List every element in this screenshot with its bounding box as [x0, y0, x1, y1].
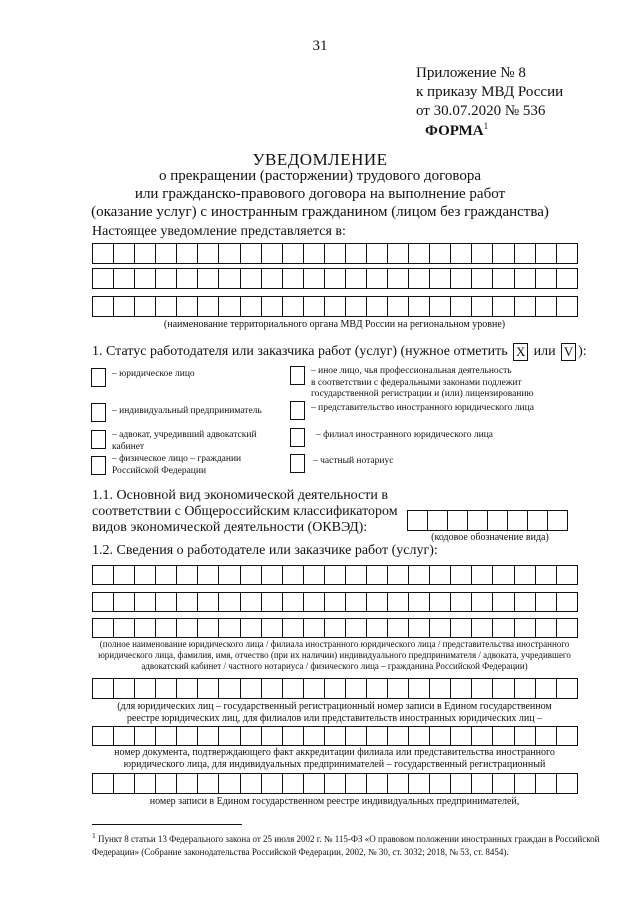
- input-cell[interactable]: [219, 565, 240, 585]
- input-cell[interactable]: [536, 243, 557, 264]
- okved-line-3: видов экономической деятельности (ОКВЭД):: [92, 520, 368, 535]
- input-cell[interactable]: [262, 296, 283, 317]
- appendix-line-1: Приложение № 8: [416, 65, 526, 81]
- form-label: [425, 121, 488, 140]
- input-cell[interactable]: [488, 510, 508, 531]
- input-cell[interactable]: [283, 296, 304, 317]
- input-cell[interactable]: [283, 726, 304, 746]
- input-cell[interactable]: [241, 678, 262, 699]
- input-cell[interactable]: [93, 243, 114, 264]
- input-cell[interactable]: [219, 726, 240, 746]
- input-cell[interactable]: [493, 268, 514, 289]
- egrip-caption: номер записи в Едином государственном реестре индивидуальных предпринимателей,: [149, 796, 520, 807]
- input-cell[interactable]: [346, 726, 367, 746]
- input-cell[interactable]: [198, 565, 219, 585]
- input-cell[interactable]: [448, 510, 468, 531]
- checkbox-representative-office[interactable]: [290, 401, 305, 420]
- input-cell[interactable]: [114, 773, 135, 794]
- input-cell[interactable]: [409, 618, 430, 638]
- input-cell[interactable]: [346, 618, 367, 638]
- input-cell[interactable]: [262, 592, 283, 612]
- input-cell[interactable]: [557, 726, 578, 746]
- input-cell[interactable]: [177, 678, 198, 699]
- input-cell[interactable]: [515, 268, 536, 289]
- input-cell[interactable]: [241, 268, 262, 289]
- input-cell[interactable]: [493, 565, 514, 585]
- input-cell[interactable]: [262, 773, 283, 794]
- option-professional-line-2: в соответствии с федеральными законами подлежит: [311, 377, 522, 388]
- employer-grid-row-1[interactable]: [92, 565, 578, 585]
- input-cell[interactable]: [557, 592, 578, 612]
- input-cell[interactable]: [114, 243, 135, 264]
- input-cell[interactable]: [451, 268, 472, 289]
- input-cell[interactable]: [283, 268, 304, 289]
- input-cell[interactable]: [493, 773, 514, 794]
- input-cell[interactable]: [536, 726, 557, 746]
- footnote-mark: 1: [92, 831, 96, 840]
- territorial-grid-row-2[interactable]: [92, 268, 578, 289]
- appendix-reference: [416, 64, 563, 121]
- input-cell[interactable]: [430, 592, 451, 612]
- option-lawyer-line-2: кабинет: [112, 441, 145, 452]
- input-cell[interactable]: [198, 243, 219, 264]
- input-cell[interactable]: [536, 618, 557, 638]
- input-cell[interactable]: [262, 565, 283, 585]
- input-cell[interactable]: [557, 678, 578, 699]
- input-cell[interactable]: [508, 510, 528, 531]
- input-cell[interactable]: [325, 565, 346, 585]
- input-cell[interactable]: [177, 243, 198, 264]
- option-individual-entrepreneur: – индивидуальный предприниматель: [112, 406, 262, 416]
- input-cell[interactable]: [135, 592, 156, 612]
- input-cell[interactable]: [135, 773, 156, 794]
- input-cell[interactable]: [325, 268, 346, 289]
- input-cell[interactable]: [346, 268, 367, 289]
- input-cell[interactable]: [177, 773, 198, 794]
- input-cell[interactable]: [156, 726, 177, 746]
- input-cell[interactable]: [451, 618, 472, 638]
- input-cell[interactable]: [367, 243, 388, 264]
- input-cell[interactable]: [493, 678, 514, 699]
- employer-grid-row-3[interactable]: [92, 618, 578, 638]
- registration-caption-line-2: реестре юридических лиц, для филиалов или представительств иностранных юридических лиц –: [126, 713, 543, 724]
- input-cell[interactable]: [93, 726, 114, 746]
- input-cell[interactable]: [536, 592, 557, 612]
- input-cell[interactable]: [93, 618, 114, 638]
- footnote-line-1-text: Пункт 8 статьи 13 Федерального закона от 25 июля 2002 г. № 115-ФЗ «О правовом положении иностранных граждан в Российской: [98, 834, 600, 844]
- input-cell[interactable]: [262, 678, 283, 699]
- input-cell[interactable]: [409, 243, 430, 264]
- page-number: 31: [312, 38, 328, 54]
- section-1-1-okved: [92, 488, 398, 536]
- input-cell[interactable]: [93, 296, 114, 317]
- input-cell[interactable]: [198, 726, 219, 746]
- input-cell[interactable]: [325, 678, 346, 699]
- input-cell[interactable]: [367, 618, 388, 638]
- input-cell[interactable]: [515, 565, 536, 585]
- checkbox-citizen[interactable]: [91, 456, 106, 475]
- employer-caption-line-1: (полное наименование юридического лица / филиала иностранного юридического лица / представительства иностранного: [99, 639, 570, 649]
- input-cell[interactable]: [135, 243, 156, 264]
- input-cell[interactable]: [198, 268, 219, 289]
- input-cell[interactable]: [367, 726, 388, 746]
- option-citizen: [112, 454, 241, 477]
- input-cell[interactable]: [493, 243, 514, 264]
- input-cell[interactable]: [114, 296, 135, 317]
- input-cell[interactable]: [515, 678, 536, 699]
- input-cell[interactable]: [241, 243, 262, 264]
- input-cell[interactable]: [367, 268, 388, 289]
- input-cell[interactable]: [325, 592, 346, 612]
- input-cell[interactable]: [93, 565, 114, 585]
- input-cell[interactable]: [177, 565, 198, 585]
- input-cell[interactable]: [557, 565, 578, 585]
- input-cell[interactable]: [536, 773, 557, 794]
- input-cell[interactable]: [472, 678, 493, 699]
- input-cell[interactable]: [557, 296, 578, 317]
- footnote-divider: [92, 824, 242, 825]
- input-cell[interactable]: [388, 243, 409, 264]
- input-cell[interactable]: [304, 268, 325, 289]
- input-cell[interactable]: [283, 243, 304, 264]
- registration-number-grid[interactable]: [92, 678, 578, 699]
- option-notary: – частный нотариус: [313, 456, 394, 466]
- input-cell[interactable]: [156, 296, 177, 317]
- input-cell[interactable]: [219, 243, 240, 264]
- input-cell[interactable]: [304, 618, 325, 638]
- okved-code-caption: (кодовое обозначение вида): [431, 532, 549, 543]
- input-cell[interactable]: [198, 618, 219, 638]
- checkbox-individual-entrepreneur[interactable]: [91, 403, 106, 422]
- input-cell[interactable]: [135, 726, 156, 746]
- input-cell[interactable]: [304, 773, 325, 794]
- input-cell[interactable]: [114, 618, 135, 638]
- input-cell[interactable]: [219, 773, 240, 794]
- input-cell[interactable]: [367, 773, 388, 794]
- input-cell[interactable]: [219, 592, 240, 612]
- input-cell[interactable]: [283, 773, 304, 794]
- input-cell[interactable]: [388, 296, 409, 317]
- accreditation-number-grid[interactable]: [92, 726, 578, 746]
- input-cell[interactable]: [262, 726, 283, 746]
- option-legal-entity: – юридическое лицо: [112, 369, 195, 379]
- input-cell[interactable]: [325, 243, 346, 264]
- appendix-line-3: от 30.07.2020 № 536: [416, 103, 546, 119]
- input-cell[interactable]: [451, 678, 472, 699]
- accreditation-caption-line-1: номер документа, подтверждающего факт аккредитации филиала или представительства иностранного: [114, 747, 555, 758]
- input-cell[interactable]: [346, 243, 367, 264]
- input-cell[interactable]: [430, 268, 451, 289]
- input-cell[interactable]: [430, 678, 451, 699]
- input-cell[interactable]: [156, 618, 177, 638]
- input-cell[interactable]: [177, 592, 198, 612]
- input-cell[interactable]: [325, 296, 346, 317]
- input-cell[interactable]: [241, 618, 262, 638]
- input-cell[interactable]: [515, 296, 536, 317]
- input-cell[interactable]: [536, 268, 557, 289]
- input-cell[interactable]: [557, 243, 578, 264]
- input-cell[interactable]: [472, 243, 493, 264]
- input-cell[interactable]: [219, 296, 240, 317]
- input-cell[interactable]: [409, 773, 430, 794]
- input-cell[interactable]: [515, 243, 536, 264]
- checkbox-branch[interactable]: [290, 428, 305, 447]
- input-cell[interactable]: [548, 510, 568, 531]
- input-cell[interactable]: [388, 678, 409, 699]
- input-cell[interactable]: [493, 296, 514, 317]
- input-cell[interactable]: [262, 268, 283, 289]
- form-label-text: ФОРМА: [425, 123, 484, 139]
- subtitle-line-1: о прекращении (расторжении) трудового договора: [158, 168, 482, 184]
- input-cell[interactable]: [304, 565, 325, 585]
- input-cell[interactable]: [367, 565, 388, 585]
- input-cell[interactable]: [304, 296, 325, 317]
- input-cell[interactable]: [304, 678, 325, 699]
- input-cell[interactable]: [283, 565, 304, 585]
- option-lawyer-line-1: – адвокат, учредивший адвокатский: [112, 430, 257, 440]
- input-cell[interactable]: [156, 678, 177, 699]
- input-cell[interactable]: [451, 565, 472, 585]
- employer-caption-line-2: юридического лица, фамилия, имя, отчество (при их наличии) индивидуального предпринимателя / адвоката, учредившего: [98, 650, 571, 660]
- okved-line-2: соответствии с Общероссийским классификатором: [92, 504, 398, 519]
- input-cell[interactable]: [367, 592, 388, 612]
- checkbox-notary[interactable]: [290, 454, 305, 473]
- input-cell[interactable]: [198, 296, 219, 317]
- subtitle-line-3: (оказание услуг) с иностранным гражданином (лицом без гражданства): [91, 204, 549, 220]
- input-cell[interactable]: [241, 296, 262, 317]
- input-cell[interactable]: [241, 565, 262, 585]
- input-cell[interactable]: [528, 510, 548, 531]
- input-cell[interactable]: [451, 726, 472, 746]
- input-cell[interactable]: [430, 726, 451, 746]
- input-cell[interactable]: [283, 592, 304, 612]
- input-cell[interactable]: [388, 773, 409, 794]
- section-1-close: ):: [578, 344, 587, 360]
- checkbox-lawyer[interactable]: [91, 430, 106, 449]
- input-cell[interactable]: [388, 592, 409, 612]
- option-representative-office: – представительство иностранного юридического лица: [311, 403, 534, 413]
- input-cell[interactable]: [93, 678, 114, 699]
- input-cell[interactable]: [198, 678, 219, 699]
- footnote-line-2: Федерации» (Собрание законодательства Российской Федерации, 2002, № 30, ст. 3032; 2018, № 53, ст. 8454).: [92, 847, 509, 857]
- input-cell[interactable]: [557, 618, 578, 638]
- input-cell[interactable]: [367, 296, 388, 317]
- input-cell[interactable]: [177, 296, 198, 317]
- input-cell[interactable]: [557, 773, 578, 794]
- input-cell[interactable]: [177, 618, 198, 638]
- option-citizen-line-1: – физическое лицо – граждании: [112, 454, 242, 464]
- employer-caption: [92, 639, 577, 672]
- footnote: [92, 829, 599, 859]
- accreditation-caption-line-2: юридического лица, для индивидуальных предпринимателей – государственный регистрационный: [123, 759, 546, 770]
- input-cell[interactable]: [430, 773, 451, 794]
- option-citizen-line-2: Российской Федерации: [112, 465, 207, 476]
- footnote-line-1: [92, 829, 599, 846]
- subtitle-line-2: или гражданско-правового договора на выполнение работ: [134, 186, 506, 202]
- accreditation-caption: [92, 747, 577, 771]
- input-cell[interactable]: [219, 268, 240, 289]
- input-cell[interactable]: [262, 243, 283, 264]
- employer-grid-row-2[interactable]: [92, 592, 578, 612]
- input-cell[interactable]: [325, 773, 346, 794]
- input-cell[interactable]: [346, 592, 367, 612]
- input-cell[interactable]: [114, 592, 135, 612]
- input-cell[interactable]: [493, 592, 514, 612]
- input-cell[interactable]: [177, 268, 198, 289]
- input-cell[interactable]: [367, 678, 388, 699]
- okved-code-grid[interactable]: [407, 510, 568, 531]
- input-cell[interactable]: [241, 726, 262, 746]
- input-cell[interactable]: [156, 565, 177, 585]
- checkbox-professional[interactable]: [290, 366, 305, 385]
- input-cell[interactable]: [493, 618, 514, 638]
- input-cell[interactable]: [515, 773, 536, 794]
- input-cell[interactable]: [325, 726, 346, 746]
- input-cell[interactable]: [241, 592, 262, 612]
- input-cell[interactable]: [430, 243, 451, 264]
- input-cell[interactable]: [304, 243, 325, 264]
- input-cell[interactable]: [451, 773, 472, 794]
- input-cell[interactable]: [177, 726, 198, 746]
- option-branch: – филиал иностранного юридического лица: [316, 430, 494, 440]
- mark-x-sample: X: [513, 343, 528, 361]
- form-footnote-mark: 1: [483, 121, 489, 131]
- input-cell[interactable]: [472, 726, 493, 746]
- input-cell[interactable]: [472, 618, 493, 638]
- input-cell[interactable]: [198, 773, 219, 794]
- input-cell[interactable]: [304, 726, 325, 746]
- input-cell[interactable]: [472, 592, 493, 612]
- intro-text: Настоящее уведомление представляется в:: [92, 224, 346, 239]
- input-cell[interactable]: [93, 592, 114, 612]
- input-cell[interactable]: [346, 296, 367, 317]
- input-cell[interactable]: [346, 565, 367, 585]
- appendix-line-2: к приказу МВД России: [416, 84, 564, 100]
- input-cell[interactable]: [451, 243, 472, 264]
- option-professional-line-1: – иное лицо, чья профессиональная деятельность: [311, 366, 512, 376]
- input-cell[interactable]: [219, 618, 240, 638]
- input-cell[interactable]: [430, 618, 451, 638]
- input-cell[interactable]: [156, 773, 177, 794]
- input-cell[interactable]: [536, 678, 557, 699]
- input-cell[interactable]: [515, 726, 536, 746]
- input-cell[interactable]: [156, 268, 177, 289]
- input-cell[interactable]: [388, 268, 409, 289]
- input-cell[interactable]: [283, 678, 304, 699]
- input-cell[interactable]: [135, 296, 156, 317]
- input-cell[interactable]: [472, 565, 493, 585]
- input-cell[interactable]: [388, 565, 409, 585]
- input-cell[interactable]: [135, 565, 156, 585]
- input-cell[interactable]: [472, 773, 493, 794]
- registration-caption: [92, 701, 577, 725]
- section-1-2-title: 1.2. Сведения о работодателе или заказчике работ (услуг):: [92, 543, 438, 558]
- section-1-status: [92, 343, 587, 361]
- employer-caption-line-3: адвокатский кабинет / частного нотариуса / физического лица – гражданина Российской Федерации): [141, 661, 528, 671]
- input-cell[interactable]: [536, 565, 557, 585]
- input-cell[interactable]: [93, 773, 114, 794]
- notice-title: УВЕДОМЛЕНИЕ: [252, 150, 388, 169]
- input-cell[interactable]: [451, 296, 472, 317]
- input-cell[interactable]: [262, 618, 283, 638]
- input-cell[interactable]: [451, 592, 472, 612]
- input-cell[interactable]: [283, 618, 304, 638]
- option-professional-line-3: государственной регистрации и (или) лицензированию: [311, 389, 534, 399]
- input-cell[interactable]: [135, 618, 156, 638]
- input-cell[interactable]: [408, 510, 428, 531]
- section-1-or: или: [533, 344, 556, 360]
- input-cell[interactable]: [557, 268, 578, 289]
- input-cell[interactable]: [114, 565, 135, 585]
- checkbox-legal-entity[interactable]: [91, 368, 106, 387]
- input-cell[interactable]: [304, 592, 325, 612]
- notice-subtitle: [0, 167, 640, 221]
- input-cell[interactable]: [156, 592, 177, 612]
- mark-v-sample: V: [561, 343, 576, 361]
- input-cell[interactable]: [241, 773, 262, 794]
- input-cell[interactable]: [515, 618, 536, 638]
- input-cell[interactable]: [515, 592, 536, 612]
- input-cell[interactable]: [409, 565, 430, 585]
- input-cell[interactable]: [430, 296, 451, 317]
- input-cell[interactable]: [93, 268, 114, 289]
- input-cell[interactable]: [472, 296, 493, 317]
- territorial-caption: (наименование территориального органа МВД России на региональном уровне): [163, 319, 506, 330]
- option-lawyer: [112, 430, 257, 453]
- input-cell[interactable]: [468, 510, 488, 531]
- input-cell[interactable]: [325, 618, 346, 638]
- registration-caption-line-1: (для юридических лиц – государственный регистрационный номер записи в Едином государственном: [117, 701, 552, 712]
- egrip-number-grid[interactable]: [92, 773, 578, 794]
- input-cell[interactable]: [346, 773, 367, 794]
- input-cell[interactable]: [135, 268, 156, 289]
- input-cell[interactable]: [430, 565, 451, 585]
- input-cell[interactable]: [409, 592, 430, 612]
- territorial-grid-row-1[interactable]: [92, 243, 578, 264]
- input-cell[interactable]: [114, 678, 135, 699]
- input-cell[interactable]: [472, 268, 493, 289]
- input-cell[interactable]: [536, 296, 557, 317]
- section-1-text: 1. Статус работодателя или заказчика работ (услуг) (нужное отметить: [92, 344, 508, 360]
- input-cell[interactable]: [409, 678, 430, 699]
- input-cell[interactable]: [135, 678, 156, 699]
- input-cell[interactable]: [346, 678, 367, 699]
- option-professional: [311, 366, 534, 401]
- input-cell[interactable]: [493, 726, 514, 746]
- input-cell[interactable]: [388, 726, 409, 746]
- input-cell[interactable]: [388, 618, 409, 638]
- input-cell[interactable]: [428, 510, 448, 531]
- input-cell[interactable]: [409, 296, 430, 317]
- input-cell[interactable]: [156, 243, 177, 264]
- input-cell[interactable]: [114, 726, 135, 746]
- input-cell[interactable]: [219, 678, 240, 699]
- input-cell[interactable]: [114, 268, 135, 289]
- okved-line-1: 1.1. Основной вид экономической деятельности в: [92, 488, 388, 503]
- input-cell[interactable]: [409, 726, 430, 746]
- input-cell[interactable]: [198, 592, 219, 612]
- input-cell[interactable]: [409, 268, 430, 289]
- territorial-grid-row-3[interactable]: [92, 296, 578, 317]
